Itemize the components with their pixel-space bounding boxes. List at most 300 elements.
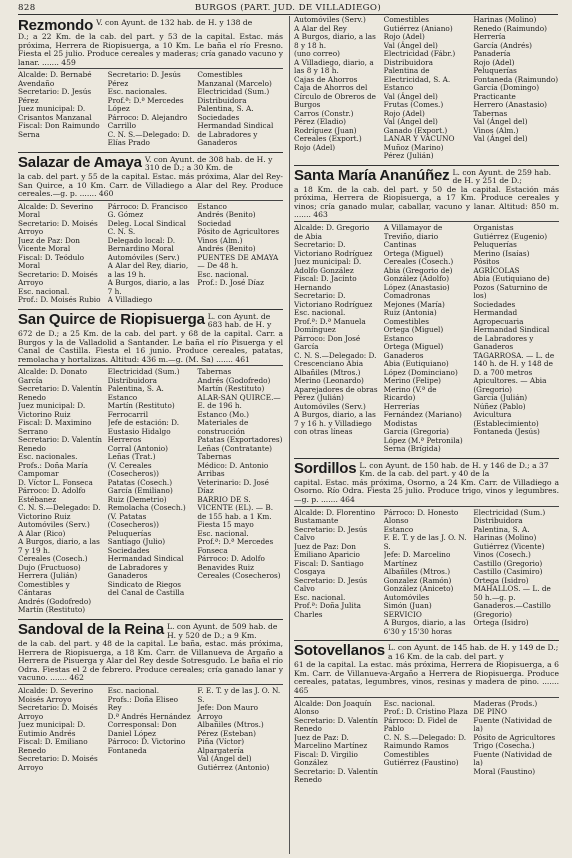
entry-rule bbox=[294, 697, 559, 698]
directory-column bbox=[294, 700, 380, 785]
directory-line: Serna (Brígida) bbox=[383, 444, 441, 454]
directory-line: F. E. T. y de las J. O. N. S. bbox=[383, 533, 467, 551]
directory-line: (V. Cereales (Cosecheros)) bbox=[107, 460, 159, 479]
directory-line: Val (Ángel del) bbox=[197, 754, 252, 764]
directory-column bbox=[294, 224, 380, 454]
directory-line: Sociedades bbox=[107, 545, 150, 555]
directory-line: Peluquerías bbox=[473, 66, 517, 75]
intro-first-line: V. con Ayunt. de 132 hab. de H. y 138 de bbox=[96, 18, 253, 27]
directory-column bbox=[18, 687, 104, 772]
directory-line: Secretario: D. Jesús Calvo bbox=[294, 524, 368, 543]
directory-line: Comestibles y Cántaras bbox=[18, 579, 70, 598]
directory-line: C. N. S.—Delegado: D. Elías Prado bbox=[107, 129, 191, 148]
directory-line: Comestibles bbox=[383, 749, 429, 759]
directory-line: Hermandad Sindical de Labradores y Ganaderos bbox=[473, 325, 550, 352]
directory-line: Abia (Eutiquiano de) bbox=[473, 274, 550, 284]
intro-first-line: L. con Ayunt. de 145 hab. de H. y 149 de D.; a 16 Km. de la cab. del part. y bbox=[387, 643, 559, 661]
entry-rule bbox=[294, 221, 559, 222]
directory-line: Alcalde: D. Severino Moral bbox=[18, 202, 94, 220]
directory-line: Cereales (Export.) bbox=[294, 134, 362, 143]
intro-first-line: L. con Ayunt. de 259 hab. de H. y 251 de D.; bbox=[452, 167, 551, 186]
directory-line: Albañiles (Mtros.) bbox=[197, 720, 264, 730]
directory-line: Esc. nacionales. bbox=[18, 452, 78, 462]
directory-line: Electricidad (Sum.) bbox=[107, 368, 180, 377]
directory-line: Merino (Leonardo) bbox=[294, 376, 364, 386]
directory-line: Leñas (Contratante) bbox=[197, 443, 272, 453]
directory-column bbox=[108, 368, 194, 615]
directory-line: Andrés (Godofredo) bbox=[197, 375, 271, 385]
directory-line: Electricidad (Sum.) bbox=[197, 87, 270, 97]
directory-line: Fernández (Mariano) bbox=[383, 410, 462, 420]
directory-line: Sindicato de Riegos del Canal de Castilla bbox=[107, 579, 185, 598]
entry-heading bbox=[18, 312, 283, 330]
directory-line: A Alar (Rico) bbox=[18, 528, 66, 538]
directory-line: Secretario: D. Moisés Arroyo bbox=[18, 269, 98, 288]
directory-line: Hermandad Sindical de Labradores y Ganaderos bbox=[197, 121, 274, 148]
directory-line: Jefe: D. Marcelino Martínez bbox=[383, 550, 451, 568]
directory-line: Juez municipal: D. Adolfo González bbox=[294, 257, 362, 275]
directory-line: Esc. nacional. bbox=[197, 269, 249, 279]
directory-line: LANAR Y VACUNO bbox=[383, 134, 455, 143]
directory-line: Albañiles (Mtros.) bbox=[294, 367, 361, 377]
directory-line: Avicultura (Establecimiento) bbox=[473, 410, 539, 428]
intro-first-line: L. con Ayunt. de 509 hab. de H. y 520 de D.; a 9 Km. bbox=[167, 621, 278, 640]
directory-line: Ganaderos.—Castillo (Gregorio) bbox=[473, 601, 551, 619]
directory-line: Harinas (Molino) bbox=[473, 533, 537, 543]
directory-grid bbox=[18, 203, 283, 305]
directory-line: Corresponsal: Don Daniel López bbox=[107, 720, 177, 738]
directory-line: Cajas de Ahorros bbox=[294, 74, 358, 84]
directory-line: Gutiérrez (Antonio) bbox=[197, 762, 270, 772]
directory-line: Cantinas bbox=[383, 240, 417, 250]
directory-line: Electricidad (Sum.) bbox=[473, 508, 546, 517]
directory-line: Fiscal: D. Teódulo Moral bbox=[18, 252, 85, 271]
directory-grid bbox=[18, 687, 283, 772]
directory-line: Deleg. Local Sindical C. N. S. bbox=[107, 218, 186, 237]
directory-line: Jefe de estación: D. Eustasio Hidalgo bbox=[107, 418, 180, 436]
directory-line: Hermandad Sindical de Labradores y Ganaderos bbox=[107, 554, 184, 581]
directory-line: Fiscal: D. Maximino Serrano bbox=[18, 418, 92, 436]
section-rule bbox=[294, 640, 559, 641]
directory-line: Automóviles (Serv.) bbox=[294, 16, 366, 24]
directory-line: Secretario: D. Valentín Renedo bbox=[294, 715, 378, 734]
directory-line: Gutiérrez (Faustino) bbox=[383, 758, 459, 768]
directory-line: Prof.: D. Cristino Plaza bbox=[383, 707, 468, 717]
directory-line: Modistas bbox=[383, 418, 418, 428]
directory-line: Leñas (Trat.) bbox=[107, 452, 156, 462]
town-name: San Quirce de Riopisuerga bbox=[18, 310, 205, 328]
directory-line: Prof.: D. José Díaz bbox=[197, 278, 264, 288]
directory-line: Dujo (Fructuoso) bbox=[18, 562, 81, 572]
directory-line: Prof.ª: D.ª Manuela Domínguez bbox=[294, 316, 366, 335]
directory-column bbox=[197, 687, 283, 772]
left-column bbox=[18, 16, 283, 854]
directory-column bbox=[18, 71, 104, 148]
directory-line: Herrera (Julián) bbox=[18, 571, 78, 581]
directory-line: Tabernas bbox=[197, 368, 232, 377]
entry-heading bbox=[18, 155, 283, 173]
directory-line: Frutas (Comes.) bbox=[383, 100, 444, 109]
directory-line: Sociedades bbox=[197, 112, 240, 122]
directory-line: A Alar del Rey, diario, a las 19 h. bbox=[107, 261, 189, 279]
directory-column bbox=[384, 16, 470, 161]
directory-line: Alcalde: D. Donato García bbox=[18, 368, 87, 385]
directory-line: Secretario: D. Valentín Renedo bbox=[18, 384, 102, 402]
directory-line: Gutiérrez (Aniano) bbox=[383, 23, 453, 33]
directory-line: Pósito de Agricultores bbox=[197, 227, 280, 237]
directory-line: Herrerías bbox=[383, 401, 420, 411]
directory-column bbox=[294, 16, 380, 161]
directory-line: Estanco bbox=[383, 83, 414, 92]
entry-rule bbox=[18, 200, 283, 201]
directory-line: Santiago (Julio) bbox=[107, 537, 166, 547]
directory-line: Delegado local: D. Bernardino Moral bbox=[107, 235, 176, 254]
directory-line: Estanco bbox=[383, 333, 414, 343]
directory-line: Profs.: Doña Eliseo Rey bbox=[107, 694, 179, 713]
directory-line: Panadería bbox=[473, 49, 511, 58]
entry-heading bbox=[294, 643, 559, 661]
directory-line: PUENTES DE AMAYA — De 48 h. bbox=[197, 252, 279, 271]
directory-column bbox=[197, 71, 283, 148]
directory-line: Val (Ángel del) bbox=[473, 117, 528, 126]
directory-line: MAHALLOS. — L. de 50 h.—g. p. bbox=[473, 584, 551, 602]
town-entry bbox=[294, 165, 559, 454]
directory-column bbox=[473, 16, 559, 161]
directory-line: Fiscal: D. Santiago Cosgaya bbox=[294, 558, 364, 577]
directory-line: Fiscal: D. Jacinto Hernando bbox=[294, 274, 357, 292]
directory-line: Gutiérrez (Vicente) bbox=[473, 541, 545, 551]
directory-line: Párroco: D. Victorino Fontaneda bbox=[107, 737, 186, 755]
directory-line: Abia (Eutiquiano) bbox=[383, 359, 449, 369]
directory-line: Párroco: D. Adolfo Estébanez bbox=[18, 486, 86, 504]
section-rule bbox=[18, 152, 283, 153]
directory-line: González (Adolfo) bbox=[383, 274, 450, 284]
directory-column bbox=[473, 224, 559, 454]
directory-line: A Alar del Rey bbox=[294, 23, 347, 33]
directory-line: Esc. nacional. bbox=[383, 699, 436, 708]
town-name: Santa María Ananúñez bbox=[294, 166, 450, 184]
directory-line: Gutiérrez (Eugenio) bbox=[473, 231, 548, 241]
entry-heading bbox=[294, 461, 559, 479]
directory-line: Apicultores. — Abia (Gregorio) bbox=[473, 376, 547, 394]
entry-heading bbox=[18, 622, 283, 640]
directory-line: Rodríguez (Juan) bbox=[294, 125, 357, 135]
directory-line: Vinos (Alm.) bbox=[197, 235, 243, 245]
directory-line: Médico: D. Antonio Arribas bbox=[197, 460, 269, 479]
directory-column bbox=[108, 687, 194, 772]
directory-line: González (Aniceto) bbox=[383, 584, 454, 594]
directory-line: Secretario: D. Moisés Arroyo bbox=[18, 703, 98, 721]
directory-line: Practicante bbox=[473, 91, 516, 101]
directory-line: Rojo (Adel) bbox=[473, 57, 515, 67]
directory-line: Abia (Gregorio de) bbox=[383, 265, 453, 275]
directory-column bbox=[384, 700, 470, 785]
directory-line: AGRÍCOLAS bbox=[473, 265, 520, 275]
directory-line: Fiscal: Don Raimundo Serna bbox=[18, 121, 100, 139]
directory-line: TAGARROSA. — L. de 140 h. de H. y 148 de D. a 700 metros bbox=[473, 350, 555, 377]
directory-line: Castillo (Casimiro) bbox=[473, 567, 543, 577]
directory-line: Núñez (Pablo) bbox=[473, 401, 526, 411]
directory-line: Distribuidora Palentina, S. A. bbox=[473, 516, 530, 534]
directory-line: Pósito de Agricultores bbox=[473, 732, 556, 742]
directory-line: Comadronas bbox=[383, 291, 431, 301]
directory-line: Automóviles (Serv.) bbox=[18, 520, 90, 530]
directory-line: SERVICIO bbox=[383, 609, 422, 619]
directory-line: Prof.ª: D.ª Mercedes López bbox=[107, 95, 184, 114]
directory-line: Ortega (Isidro) bbox=[473, 575, 529, 585]
directory-line: López (Anastasio) bbox=[383, 282, 450, 292]
town-description: de la cab. del part. y 48 de la capital. Le baña, estac. más próxima, Herrera de Riopisuerga, a 18 Km. Carr. de Villanueva de Argaño a Herrera de Pisuerga y Alar del Rey desde Sotresgudo. Le baña el río Odra. Fiestas el 2 de febrero. Produce cereales; cría ganado lanar y vacuno. ....... 462 bbox=[18, 639, 283, 683]
directory-line: Veterinario: D. José Díaz bbox=[197, 477, 269, 496]
directory-line: Val (Ángel del) bbox=[383, 40, 438, 50]
directory-line: Prof.: D. Moisés Rubio bbox=[18, 295, 101, 305]
directory-line: A Burgos, diario, a las 7 y 19 h. bbox=[18, 537, 100, 555]
directory-line: Herrero (Anastasio) bbox=[473, 100, 548, 109]
directory-line: Vinos (Alm.) bbox=[473, 125, 519, 135]
directory-line: Esc. nacional. bbox=[294, 308, 346, 318]
directory-line: Moral (Faustino) bbox=[473, 766, 536, 776]
directory-line: BARRIO DE S. VICENTE (EL). — B. de 155 hab. a 1 Km. Fiesta 15 mayo bbox=[197, 494, 274, 530]
entry-rule bbox=[18, 68, 283, 69]
directory-line: Sociedades bbox=[473, 299, 516, 309]
directory-line: A Villadiego bbox=[107, 295, 153, 305]
directory-line: Remolacha (Cosech.) bbox=[107, 503, 186, 513]
directory-line: Ortega (Miguel) bbox=[383, 248, 444, 258]
directory-column bbox=[384, 509, 470, 637]
directory-line: Ferrocarril bbox=[107, 409, 149, 419]
directory-column bbox=[197, 368, 283, 615]
directory-line: Secretario: D. Moisés Arroyo bbox=[18, 218, 98, 237]
directory-line: Automóviles (Serv.) bbox=[107, 252, 180, 262]
intro-first-line: L. con Ayunt. de 683 hab. de H. y bbox=[207, 311, 272, 330]
directory-line: A Burgos, diario, a las 7 y 16 h. y Villadiego con otras líneas bbox=[294, 410, 376, 437]
directory-grid bbox=[18, 368, 283, 615]
entry-heading bbox=[18, 18, 283, 33]
directory-line: Castillo (Gregorio) bbox=[473, 558, 543, 568]
directory-line: Renedo (Raimundo) bbox=[473, 23, 547, 33]
directory-line: López (Dominciano) bbox=[383, 367, 458, 377]
directory-line: Maderas (Prods.) bbox=[473, 699, 538, 708]
directory-line: Secretario: D. Valentín Renedo bbox=[294, 766, 378, 785]
directory-line: López (M.ª Petronila) bbox=[383, 435, 463, 445]
directory-line: Esc. nacional. bbox=[18, 286, 70, 296]
directory-line: Vinos (Cosech.) bbox=[473, 550, 531, 560]
directory-line: Martín (Restituto) bbox=[197, 384, 265, 394]
directory-line: Estanco bbox=[197, 202, 227, 211]
directory-line: Pérez (Julián) bbox=[383, 151, 434, 160]
directory-line: Fuente (Natividad de la) bbox=[473, 749, 552, 768]
directory-line: Rojo (Adel) bbox=[294, 142, 336, 152]
town-name: Sordillos bbox=[294, 459, 357, 477]
section-rule bbox=[18, 309, 283, 310]
town-description: D.; a 22 Km. de la cab. del part. y 53 de la capital. Estac. más próxima, Herrera de Riopisuerga, a 10 Km. Le baña el río Fresno. Fiesta el 25 julio. Produce cereales y maderas; cría ganado vacuno y lanar. ....... 459 bbox=[18, 32, 283, 67]
directory-line: Andrés (Benito) bbox=[197, 244, 256, 254]
town-description: 61 de la capital. La estac. más próxima, Herrera de Riopisuerga, a 6 Km. Carr. de Villanueva-Argaño a Herrera de Riopisuerga. Produce cereales, patatas, legumbres, vinos, resinas y madera de pino. ....... 465 bbox=[294, 660, 559, 695]
entry-heading bbox=[294, 168, 559, 186]
directory-line: Carros (Constr.) bbox=[294, 108, 354, 118]
intro-first-line: L. con Ayunt. de 150 hab. de H. y 146 de D.; a 37 Km. de la cab. del part. y 40 de la bbox=[359, 460, 549, 479]
right-column bbox=[294, 16, 559, 854]
directory-column bbox=[473, 509, 559, 637]
town-entry bbox=[18, 18, 283, 148]
directory-line: ALAR-SAN QUIRCE.—E. de 196 h. bbox=[197, 392, 281, 411]
directory-line: Fuente (Natividad de la) bbox=[473, 715, 552, 734]
town-entry bbox=[18, 619, 283, 772]
directory-line: Estanco bbox=[107, 392, 138, 402]
directory-line: Martín (Restituto) bbox=[18, 605, 86, 615]
directory-line: A Burgos, diario, a las 8 y 18 h. bbox=[294, 32, 376, 50]
directory-line: Tabernas bbox=[473, 108, 508, 118]
directory-line: Hermandad Agropecuaria bbox=[473, 308, 524, 326]
directory-line: Párroco: D. Alejandro Carrillo bbox=[107, 112, 188, 131]
directory-line: Merino (V.ª de Ricardo) bbox=[383, 384, 437, 403]
directory-line: Martín (Restituto) bbox=[107, 401, 175, 411]
directory-line: (uno correo) bbox=[294, 49, 340, 58]
directory-line: Peluquerías bbox=[473, 240, 517, 250]
directory-line: Párroco: Don José García bbox=[294, 333, 361, 352]
directory-line: Alcalde: D. Gregorio de Abia bbox=[294, 224, 370, 241]
directory-line: Pérez (Julián) bbox=[294, 393, 344, 403]
directory-line: Ganado (Export.) bbox=[383, 125, 448, 135]
section-rule bbox=[18, 619, 283, 620]
directory-line: Pérez (Eladio) bbox=[294, 117, 346, 126]
section-rule bbox=[294, 458, 559, 459]
directory-line: Juez municipal: D. Victorino Ruiz bbox=[18, 401, 86, 419]
directory-line: Automóviles bbox=[383, 592, 430, 602]
directory-line: Electricidad (Fábr.) bbox=[383, 49, 456, 58]
directory-line: (V. Patatas (Cosecheros)) bbox=[107, 511, 159, 530]
town-entry bbox=[294, 458, 559, 636]
directory-line: Merino (Felipe) bbox=[383, 376, 442, 386]
town-entry bbox=[18, 152, 283, 305]
town-entry bbox=[294, 640, 559, 785]
directory-line: Piña (Víctor) bbox=[197, 737, 245, 747]
directory-line: Ruiz (Antonia) bbox=[383, 308, 437, 318]
directory-line: Cereales (Cosecheros) bbox=[197, 571, 281, 581]
directory-grid bbox=[18, 71, 283, 148]
directory-line: Secretario: D. Victoriano Rodríguez bbox=[294, 240, 373, 258]
directory-column bbox=[294, 509, 380, 637]
directory-line: Esc. nacionales. bbox=[107, 87, 168, 97]
town-entry bbox=[294, 16, 559, 161]
town-name: Sotovellanos bbox=[294, 642, 385, 660]
directory-line: Fontaneda (Jesús) bbox=[473, 427, 540, 437]
town-name: Salazar de Amaya bbox=[18, 153, 142, 171]
town-description: la cab. del part. y 55 de la capital. Estac. más próxima, Alar del Rey-San Quirce, a 10 Km. Carr. de Villadiego a Alar del Rey. Produce cereales.—g. p. ....... 460 bbox=[18, 172, 283, 199]
directory-line: Secretario: D. Jesús Pérez bbox=[107, 71, 181, 88]
directory-line: Val (Ángel del) bbox=[383, 91, 438, 101]
directory-line: Rojo (Adel) bbox=[383, 108, 425, 118]
directory-line: Párroco: D. Fidel de Pablo bbox=[383, 715, 458, 734]
town-description: a 18 Km. de la cab. del part. y 50 de la capital. Estación más próxima, Herrera de Riopisuerga, a 17 Km. Produce cereales y vinos; cría ganado mular, caballar, vacuno y lanar. Altitud: 850 m. ....... 463 bbox=[294, 184, 559, 220]
directory-line: Cereales (Cosech.) bbox=[383, 257, 454, 267]
directory-line: Juez de Paz: D. Marcelino Martínez bbox=[294, 732, 368, 751]
directory-line: Alcalde: D. Severino Moisés Arroyo bbox=[18, 687, 94, 704]
directory-line: A Burgos, diario, a las 6'30 y 15'30 horas bbox=[383, 618, 466, 636]
directory-column bbox=[108, 71, 194, 148]
directory-line: C. N. S.—Delegado: D. Victorino Ruiz bbox=[18, 503, 101, 521]
directory-column bbox=[108, 203, 194, 305]
column-divider bbox=[289, 16, 290, 854]
directory-line: Aparejadores de obras bbox=[294, 384, 378, 394]
directory-line: Materiales de construcción bbox=[197, 418, 249, 436]
directory-line: D.ª Andrés Hernández bbox=[107, 711, 191, 721]
directory-line: C. N. S.—Delegado: D. Raimundo Ramos bbox=[383, 732, 467, 751]
directory-line: Automóviles (Serv.) bbox=[294, 401, 366, 411]
directory-line: Gonzalez (Ramón) bbox=[383, 575, 452, 585]
directory-line: Comestibles bbox=[383, 16, 429, 24]
page-title: BURGOS (PART. JUD. DE VILLADIEGO) bbox=[194, 3, 382, 13]
directory-line: Merino (Isaías) bbox=[473, 248, 530, 258]
directory-line: Párroco: D. Adolfo Benavides Ruiz bbox=[197, 554, 265, 572]
directory-line: Tabernas bbox=[197, 452, 232, 462]
page-number: 828 bbox=[18, 3, 36, 13]
directory-line: Distribuidora Palentina, S. A. bbox=[107, 375, 164, 394]
directory-line: Muñoz (Marino) bbox=[383, 142, 444, 152]
directory-line: García (Emiliano) bbox=[107, 486, 173, 496]
directory-line: Prof.ª: Doña Julita Charles bbox=[294, 601, 361, 619]
directory-line: Esc. nacional. bbox=[294, 592, 346, 602]
directory-line: Andrés (Godofredo) bbox=[18, 596, 92, 606]
town-name: Sandoval de la Reina bbox=[18, 620, 165, 638]
directory-line: Estanco (Mo.) bbox=[197, 409, 249, 419]
directory-grid bbox=[294, 16, 559, 161]
directory-line: Manzanal (Marcelo) bbox=[197, 78, 272, 88]
directory-line: Corral (Antonio) bbox=[107, 443, 169, 453]
directory-line: Secretario: D. Jesús Pérez bbox=[18, 87, 92, 105]
directory-line: Cereales (Cosech.) bbox=[18, 554, 88, 564]
directory-column bbox=[384, 224, 470, 454]
directory-line: Fiscal: D. Emiliano Renedo bbox=[18, 737, 88, 755]
directory-line: Patatas (Exportadores) bbox=[197, 435, 283, 445]
directory-column bbox=[18, 203, 104, 305]
directory-line: Secretario: D. Moisés Arroyo bbox=[18, 754, 98, 772]
directory-line: Secretario: D. Valentín Renedo bbox=[18, 435, 102, 453]
directory-line: Simón (Juan) bbox=[383, 601, 432, 611]
directory-line: A Burgos, diario, a las 7 h. bbox=[107, 278, 190, 296]
directory-line: Rojo (Adel) bbox=[383, 32, 425, 41]
directory-line: Juez municipal: D. Eutimio Andrés bbox=[18, 720, 86, 738]
directory-line: Párroco: D. Honesto Alonso bbox=[383, 508, 459, 526]
directory-line: Herrería bbox=[473, 32, 506, 41]
directory-column bbox=[473, 700, 559, 785]
directory-line: D. Víctor L. Fonseca bbox=[18, 477, 93, 487]
directory-line: Juez de Paz: Don Emiliano Aparicio bbox=[294, 541, 360, 560]
directory-line: Secretario: D. Jesús Calvo bbox=[294, 575, 368, 594]
directory-line: Sociedad bbox=[197, 218, 232, 228]
directory-line: C. N. S.—Delegado: D. Crescenciano Abia bbox=[294, 350, 377, 369]
header-rule bbox=[18, 14, 558, 15]
directory-line: Pérez (Esteban) bbox=[197, 728, 256, 738]
directory-line: Juez municipal: D. Crisantos Manzanal bbox=[18, 104, 92, 122]
directory-line: Pósitos bbox=[473, 257, 500, 267]
directory-line: Alpargatería bbox=[197, 745, 244, 755]
town-entry bbox=[18, 309, 283, 615]
directory-line: A Villamayor de Treviño, diario bbox=[383, 224, 443, 241]
intro-first-line: V. con Ayunt. de 308 hab. de H. y 310 de D.; a 30 Km. de bbox=[144, 154, 273, 173]
directory-line: Ganaderos bbox=[383, 350, 424, 360]
directory-line: Herreros bbox=[107, 435, 142, 445]
directory-line: Alcalde: D. Bernabé Avendaño bbox=[18, 71, 92, 88]
directory-line: Caja de Ahorros del Círculo de Obreros de Burgos bbox=[294, 83, 376, 109]
directory-line: Harinas (Molino) bbox=[473, 16, 537, 24]
directory-line: Prof.ª: D.ª Mercedes Fonseca bbox=[197, 537, 274, 555]
directory-line: Fiscal: D. Virgilio González bbox=[294, 749, 358, 768]
directory-line: F. E. T. y de las J. O. N. S. bbox=[197, 687, 281, 704]
directory-line: Profs.: Doña María Campomar bbox=[18, 460, 88, 479]
directory-line: Distribuidora Palentina, S. A. bbox=[197, 95, 254, 114]
directory-line: Organistas bbox=[473, 224, 514, 233]
